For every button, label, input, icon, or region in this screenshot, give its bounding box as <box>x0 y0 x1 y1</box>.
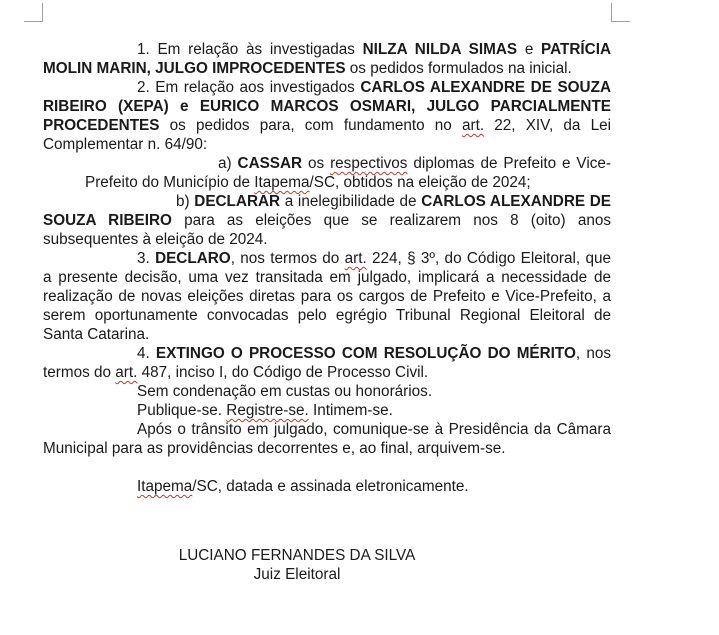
margin-crop-mark-right <box>611 3 630 22</box>
paragraph-1-bold-name: NILZA NILDA SIMAS <box>362 41 518 58</box>
paragraph-2-text: 2. Em relação aos investigados <box>137 79 361 96</box>
paragraph-1-text-3: os pedidos formulados na inicial. <box>345 60 572 77</box>
paragraph-2-bold-ruling: CARLOS ALEXANDRE DE SOUZA RIBEIRO (XEPA) e EURICO MARCOS OSMARI, JULGO PARCIALMENTE PROCEDENTES <box>43 79 611 134</box>
paragraph-1-text: 1. Em relação às investigadas <box>137 41 363 58</box>
paragraph-a-text: os <box>302 155 331 172</box>
paragraph-2-text-3: 22, XIV, da Lei Complementar n. 64/90: <box>43 117 611 153</box>
paragraph-6 <box>43 401 611 420</box>
paragraph-7: Após o trânsito em julgado, comunique-se à Presidência da Câmara Municipal para as providências decorrentes e, ao final, arquivem-se. <box>43 421 611 457</box>
paragraph-a-marker: a) <box>218 155 238 172</box>
signature-block <box>43 546 611 584</box>
paragraph-6-text-2: Intimem-se. <box>308 402 393 419</box>
judge-name: LUCIANO FERNANDES DA SILVA <box>178 547 416 564</box>
paragraph-b <box>43 192 611 249</box>
paragraph-b-marker: b) <box>176 193 195 210</box>
paragraph-b-text-2: para as eleições que se realizarem nos 8 (oito) anos subsequentes à eleição de 2024. <box>43 212 611 248</box>
paragraph-3-text-2: 224, § 3º, do Código Eleitoral, que a presente decisão, uma vez transitada em julgado, implicará a necessidade de realização de novas eleições diretas para os cargos de Prefeito e Vice-Prefeito, a serem oportunamente convocadas pelo egrégio Tribunal Regional Eleitoral de Santa Catarina. <box>43 250 611 343</box>
paragraph-8-text: /SC, datada e assinada eletronicamente. <box>192 478 469 495</box>
paragraph-4-marker: 4. <box>137 345 156 362</box>
paragraph-3 <box>43 249 611 344</box>
paragraph-a-text-3: /SC, obtidos na eleição de 2024; <box>309 174 531 191</box>
paragraph-3-marker: 3. <box>137 250 156 267</box>
paragraph-a-text-2: diplomas de Prefeito e Vice-Prefeito do Município de <box>85 155 611 191</box>
paragraph-b-text: a inelegibilidade de <box>280 193 422 210</box>
paragraph-1-bold-ruling: PATRÍCIA MOLIN MARIN, JULGO IMPROCEDENTES <box>43 41 611 77</box>
spellcheck-word: Itapema <box>254 174 310 191</box>
paragraph-4 <box>43 344 611 382</box>
paragraph-5: Sem condenação em custas ou honorários. <box>137 383 433 400</box>
spellcheck-word: Itapema <box>137 478 193 495</box>
paragraph-2-text-2: os pedidos para, com fundamento no <box>159 117 462 134</box>
paragraph-2 <box>43 78 611 154</box>
spellcheck-word: Registre-se. <box>226 402 309 419</box>
paragraph-4-text-2: 487, inciso I, do Código de Processo Civil. <box>137 364 429 381</box>
spellcheck-word: respectivos <box>330 155 408 172</box>
paragraph-4-bold-ruling: EXTINGO O PROCESSO COM RESOLUÇÃO DO MÉRITO <box>155 345 576 362</box>
paragraph-3-bold-verb: DECLARO <box>155 250 231 267</box>
spellcheck-word: art. <box>115 364 138 381</box>
paragraph-4-text: , nos termos do <box>43 345 611 381</box>
paragraph-1-text-2: e <box>517 41 542 58</box>
spellcheck-word: art. <box>344 250 367 267</box>
paragraph-a-bold-verb: CASSAR <box>237 155 303 172</box>
spellcheck-word: art. <box>461 117 485 134</box>
margin-crop-mark-left <box>24 3 43 22</box>
paragraph-6-text: Publique-se. <box>137 402 227 419</box>
paragraph-3-text: , nos termos do <box>230 250 345 267</box>
paragraph-b-bold-name: CARLOS ALEXANDRE DE SOUZA RIBEIRO <box>43 193 611 229</box>
paragraph-1 <box>43 40 611 78</box>
judge-role: Juiz Eleitoral <box>253 566 341 583</box>
paragraph-b-bold-verb: DECLARAR <box>194 193 281 210</box>
document-body[interactable] <box>43 40 611 496</box>
paragraph-8 <box>43 477 611 496</box>
paragraph-a <box>43 154 611 192</box>
